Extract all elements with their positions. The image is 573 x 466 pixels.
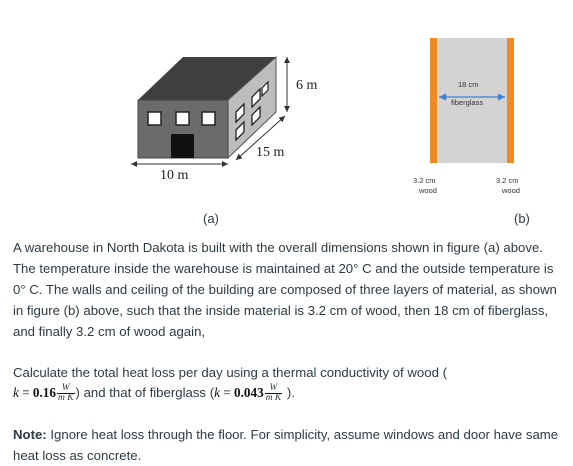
fiberglass-thickness-label: 18 cm [458, 80, 479, 89]
front-door [171, 134, 194, 158]
problem-statement [13, 237, 563, 342]
calc-intro-text: Calculate the total heat loss per day using a thermal conductivity of wood ( [13, 365, 447, 380]
calc-end-text: ). [283, 385, 295, 400]
k-fiber-value: 0.043 [233, 385, 264, 400]
right-wood-thickness-label: 3.2 cm [496, 176, 519, 185]
unit-numerator: W [265, 384, 283, 394]
k-wood-value: 0.16 [32, 385, 56, 400]
fiberglass-name-label: fiberglass [451, 98, 484, 107]
left-wood-thickness-label: 3.2 cm [413, 176, 436, 185]
height-dimension-label: 6 m [296, 78, 318, 93]
left-wood-name-label: wood [419, 186, 437, 195]
front-window-right [202, 112, 215, 125]
wood-layer-left [430, 38, 437, 163]
k-wood-variable: k [13, 385, 19, 400]
k-fiber-variable: k [214, 385, 220, 400]
wood-unit-fraction [57, 384, 75, 403]
problem-paragraph: A warehouse in North Dakota is built with the overall dimensions shown in figure (a) above. The temperature inside the warehouse is maintained at 20° C and the outside temperature is 0° C. The walls and ceiling of the building are composed of three layers of material, as shown in figure (b) above, such that the inside material is 3.2 cm of wood, then 18 cm of fiberglass, and finally 3.2 cm of wood again, [13, 240, 557, 339]
depth-dimension-label: 15 m [256, 145, 285, 160]
calculation-instruction: Calculate the total heat loss per day using a thermal conductivity of wood ( k = 0.16 $\frac{W}{\text{m K}}$ ) and that of fiberglass (k = 0.043 $\frac{W}{\text{m K}}$ ). [13, 365, 447, 404]
front-window-center [176, 112, 189, 125]
figure-b-caption: (b) [514, 211, 530, 226]
width-dimension-label: 10 m [160, 168, 189, 183]
note-section [13, 424, 563, 466]
fiberglass-unit-fraction [265, 384, 283, 403]
note-label: Note: [13, 427, 47, 442]
front-window-left [148, 112, 161, 125]
note-text: Ignore heat loss through the floor. For simplicity, assume windows and door have same heat loss as concrete. [13, 427, 559, 463]
calc-mid-text: ) and that of fiberglass ( [75, 385, 215, 400]
unit-denominator: m K [265, 393, 282, 404]
right-wood-name-label: wood [502, 186, 520, 195]
unit-numerator: W [57, 384, 75, 394]
wood-layer-right [507, 38, 514, 163]
unit-denominator: m K [57, 393, 74, 404]
figure-a-caption: (a) [203, 211, 219, 226]
